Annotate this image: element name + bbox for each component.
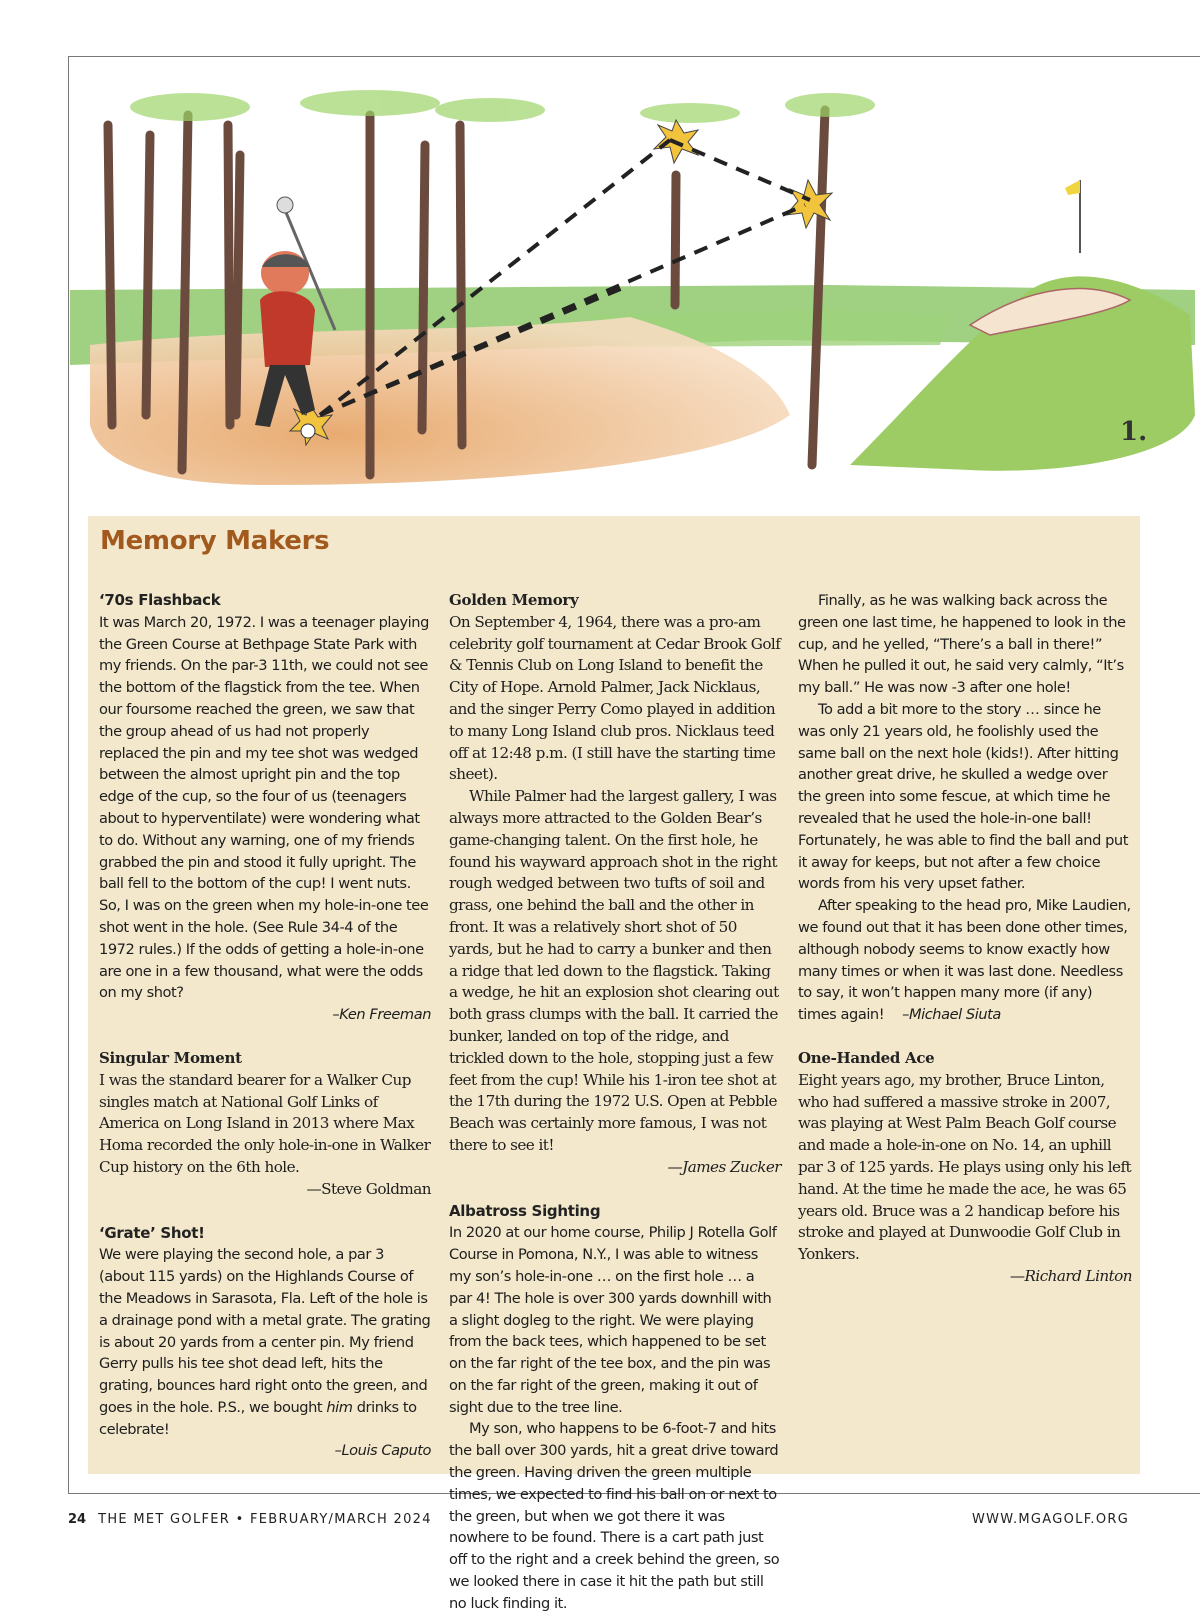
story-paragraph: On September 4, 1964, there was a pro-am celebrity golf tournament at Cedar Brook Golf & Tennis Club on Long Island to benefit the City of Hope. Arnold Palmer, Jack Nicklaus, and the singer Perry Como played in addition to many Long Island club pros. Nicklaus teed off at 12:48 p.m. (I still have the starting time sheet). [449, 612, 781, 784]
story-one-handed-ace [798, 1048, 1132, 1288]
golf-illustration [70, 85, 1195, 505]
story-signature: —Steve Goldman [306, 1179, 431, 1198]
story-albatross-sighting [449, 1201, 781, 1615]
story-paragraph: After speaking to the head pro, Mike Laudien, we found out that it has been done other times, although nobody seems to know exactly how many times or when it was last done. Needless to say, it won’t happen many more (if any) times again! –Michael Siuta [798, 897, 1131, 1024]
footer-left [68, 1512, 432, 1527]
story-body: We were playing the second hole, a par 3 (about 115 yards) on the Highlands Course of the Meadows in Sarasota, Fla. Left of the hole is a drainage pond with a metal grate. The grating is about 20 yards from a center pin. My friend Gerry pulls his tee shot dead left, hits the grating, bounces hard right onto the green, and goes in the hole. P.S., we bought him drinks to celebrate! [99, 1246, 431, 1438]
sand-area [90, 317, 790, 485]
story-body: Eight years ago, my brother, Bruce Linton, who had suffered a massive stroke in 2007, was playing at West Palm Beach Golf course and made a hole-in-one on No. 14, an uphill par 3 of 125 yards. He plays using only his left hand. At the time he made the ace, he was 65 years old. Bruce was a 2 handicap before his stroke and played at Dunwoodie Golf Club in Yonkers. [798, 1070, 1132, 1264]
story-singular-moment [99, 1048, 431, 1201]
story-albatross-continued [798, 590, 1132, 1026]
story-body: I was the standard bearer for a Walker Cup singles match at National Golf Links of America on Long Island in 2013 where Max Homa recorded the only hole-in-one in Walker Cup history on the 6th hole. [99, 1070, 431, 1176]
column-3 [798, 590, 1132, 1288]
story-golden-memory [449, 590, 781, 1179]
story-paragraph: In 2020 at our home course, Philip J Rotella Golf Course in Pomona, N.Y., I was able to witness my son’s hole-in-one … on the first hole … a par 4! The hole is over 300 yards downhill with a slight dogleg to the right. We were playing from the back tees, which happened to be set on the far right of the tee box, and the pin was on the far right of the green, making it out of sight due to the tree line. [449, 1224, 777, 1416]
flag [1065, 180, 1080, 195]
story-paragraph: My son, who happens to be 6-foot-7 and hits the ball over 300 yards, hit a great drive toward the green. Having driven the green multiple times, we expected to find his ball on or next to the green, but when we got there it was nowhere to be found. There is a cart path just off to the right and a creek behind the green, so we looked there in case it hit the path but still no luck finding it. [449, 1420, 780, 1612]
story-signature: —James Zucker [667, 1157, 781, 1176]
story-paragraph: While Palmer had the largest gallery, I was always more attracted to the Golden Bear’s game-changing talent. On the first hole, he found his wayward approach shot in the right rough wedged between two tufts of soil and grass, one behind the ball and the other in front. It was a relatively short shot of 50 yards, but he had to carry a bunker and then a ridge that led down to the flagstick. Taking a wedge, he hit an explosion shot clearing out both grass clumps with the ball. It carried the bunker, landed on top of the ridge, and trickled down to the hole, stopping just a few feet from the cup! While his 1-iron tee shot at the 17th during the 1972 U.S. Open at Pebble Beach was certainly more famous, I was not there to see it! [449, 787, 779, 1154]
page-number: 24 [68, 1512, 87, 1527]
section-title: Memory Makers [100, 526, 330, 556]
artist-signature: 1. [1120, 417, 1148, 447]
column-2 [449, 590, 781, 1615]
story-paragraph: Finally, as he was walking back across the green one last time, he happened to look in the cup, and he yelled, “There’s a ball in there!” When he pulled it out, he said very calmly, “It’s my ball.” He was now -3 after one hole! [798, 592, 1126, 697]
story-grate-shot [99, 1223, 431, 1463]
story-heading: One-Handed Ace [798, 1048, 935, 1067]
story-signature: —Richard Linton [1009, 1266, 1132, 1285]
publication-info: THE MET GOLFER • FEBRUARY/MARCH 2024 [98, 1512, 432, 1527]
story-heading: ‘Grate’ Shot! [99, 1223, 205, 1242]
story-body: It was March 20, 1972. I was a teenager playing the Green Course at Bethpage State Park with my friends. On the par-3 11th, we could not see the bottom of the flagstick from the tee. When our foursome reached the green, we saw that the group ahead of us had not properly replaced the pin and my tee shot was wedged between the almost upright pin and the top edge of the cup, so the four of us (teenagers about to hyperventilate) were wondering what to do. Without any warning, one of my friends grabbed the pin and stood it fully upright. The ball fell to the bottom of the cup! I went nuts. So, I was on the green when my hole-in-one tee shot went in the hole. (See Rule 34-4 of the 1972 rules.) If the odds of getting a hole-in-one are one in a few thousand, what were the odds on my shot? [99, 613, 429, 1002]
story-heading: Albatross Sighting [449, 1201, 601, 1220]
column-1 [99, 590, 431, 1462]
story-signature: –Ken Freeman [332, 1006, 431, 1024]
story-signature: –Louis Caputo [334, 1442, 431, 1460]
story-signature: –Michael Siuta [902, 1006, 1001, 1024]
story-70s-flashback [99, 590, 431, 1026]
story-heading: Golden Memory [449, 591, 579, 609]
story-heading: Singular Moment [99, 1048, 242, 1067]
story-heading: ‘70s Flashback [99, 591, 221, 609]
story-paragraph: To add a bit more to the story … since he was only 21 years old, he foolishly used the same ball on the next hole (kids!). After hitting another great drive, he skulled a wedge over the green into some fescue, at which time he revealed that he used the hole-in-one ball! Fortunately, he was able to find the ball and put it away for keeps, but not after a few choice words from his very upset father. [798, 700, 1128, 893]
website-link[interactable]: WWW.MGAGOLF.ORG [972, 1512, 1130, 1527]
